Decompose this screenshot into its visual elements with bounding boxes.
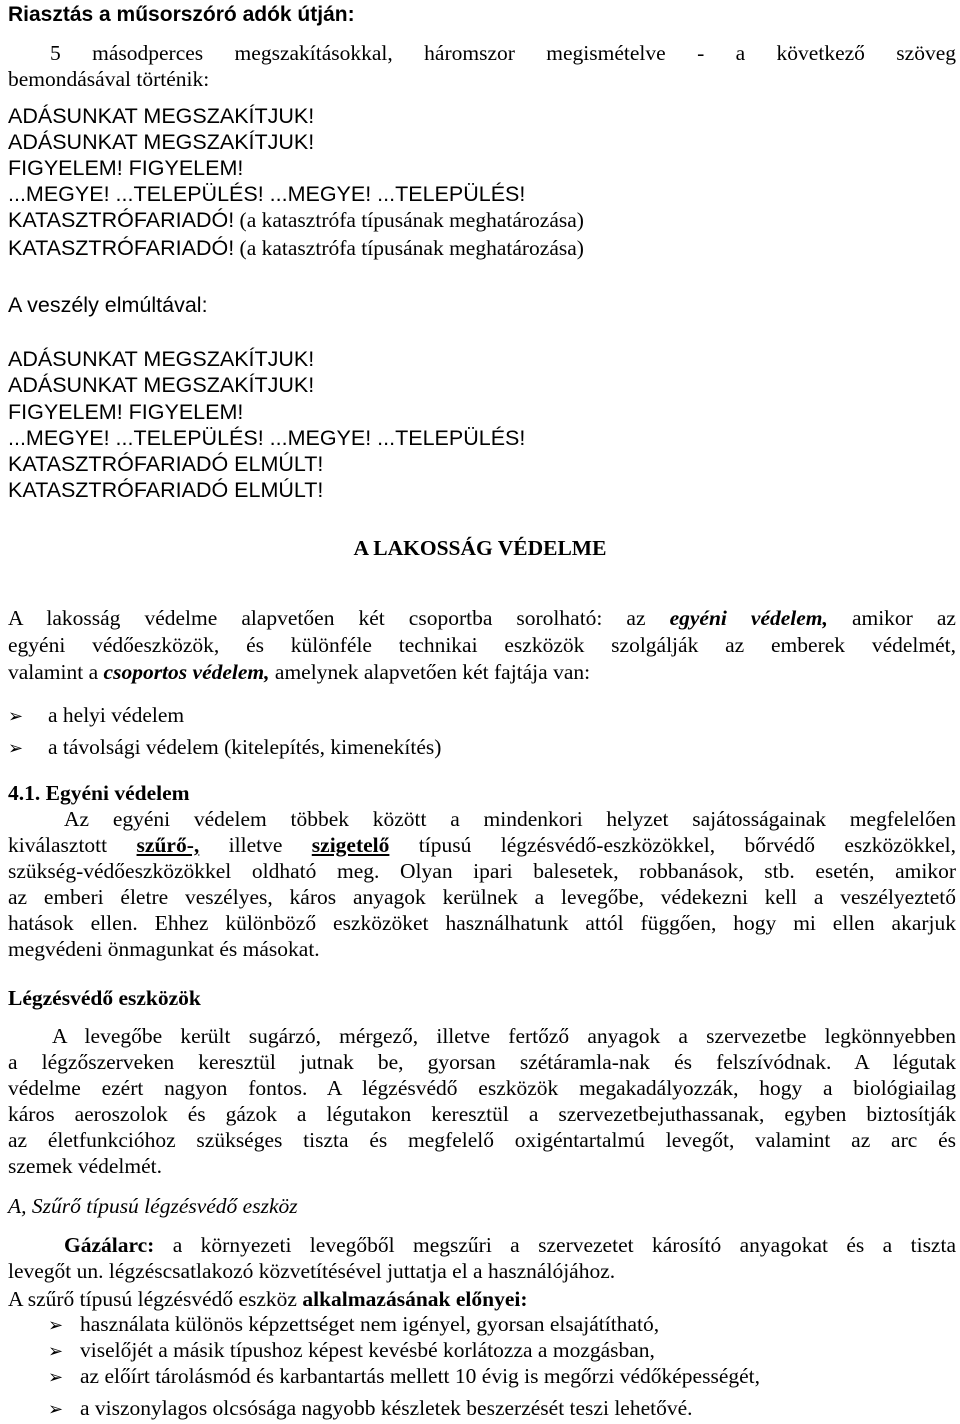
respiratory-line: káros aeroszolok és gázok a légutakon keresztül a szervezetbejuthassanak, egyben biztosítják <box>8 1102 956 1126</box>
arrow-bullet-icon: ➢ <box>8 738 24 759</box>
list-item: ➢ az előírt tárolásmód és karbantartás mellett 10 évig is megőrzi védőképességét, <box>48 1363 760 1391</box>
term-insulating: szigetelő <box>311 833 390 857</box>
after-line: KATASZTRÓFARIADÓ ELMÚLT! <box>8 452 324 476</box>
respiratory-line: védelme ezért nagyon fontos. A légzésvédő eszközök megakadályozzák, hogy a biológiailag <box>8 1076 956 1100</box>
s41-line: hatások ellen. Ehhez különböző eszközöket használhatunk attól függően, hogy mi ellen akarjuk <box>8 911 956 935</box>
advantages-heading: A szűrő típusú légzésvédő eszköz alkalmazásának előnyei: <box>8 1287 528 1311</box>
alarm-intro-line-1: 5 másodperces megszakításokkal, háromszor megismételve - a következő szöveg <box>50 41 956 65</box>
alarm-line-katasztrofa <box>8 235 956 261</box>
gas-mask-line-1: Gázálarc: a környezeti levegőből megszűri a szervezetet károsító anyagokat és a tiszta <box>64 1233 956 1257</box>
after-line: FIGYELEM! FIGYELEM! <box>8 400 244 424</box>
list-item: ➢ használata különös képzettséget nem igényel, gyorsan elsajátítható, <box>48 1311 659 1339</box>
alarm-line: FIGYELEM! FIGYELEM! <box>8 156 244 180</box>
emphasis-group-protection: csoportos védelem, <box>103 660 270 684</box>
respiratory-line: a légzőszerveken keresztül jutnak be, gyorsan szétáramla-nak és felszívódnak. A légutak <box>8 1050 956 1074</box>
list-item: ➢ a viszonylagos olcsósága nagyobb készletek beszerzését teszi lehetővé. <box>48 1395 693 1423</box>
alarm-line: ...MEGYE! ...TELEPÜLÉS! ...MEGYE! ...TELEPÜLÉS! <box>8 182 526 206</box>
s41-line: megvédeni önmagunkat és másokat. <box>8 937 320 961</box>
list-item: ➢ viselőjét a másik típushoz képest kevésbé korlátozza a mozgásban, <box>48 1337 655 1365</box>
alarm-kat-note: (a katasztrófa típusának meghatározása) <box>234 236 584 260</box>
after-line: ADÁSUNKAT MEGSZAKÍTJUK! <box>8 373 315 397</box>
section-heading-respiratory: Légzésvédő eszközök <box>8 986 201 1010</box>
alarm-kat-word: KATASZTRÓFARIADÓ! <box>8 208 235 232</box>
s41-line: szükség-védőeszközökkel oldható meg. Olyan ipari balesetek, robbanások, stb. esetén, amikor <box>8 859 956 883</box>
respiratory-line: A levegőbe került sugárzó, mérgező, illetve fertőző anyagok a szervezetbe legkönnyebben <box>52 1024 956 1048</box>
after-line: KATASZTRÓFARIADÓ ELMÚLT! <box>8 478 324 502</box>
gas-mask-line-2: levegőt un. légzéscsatlakozó közvetítésével juttatja el a használójához. <box>8 1259 616 1283</box>
arrow-bullet-icon: ➢ <box>48 1399 64 1420</box>
protection-paragraph-line-1: A lakosság védelme alapvetően két csoportba sorolható: az egyéni védelem, amikor az <box>8 606 956 630</box>
s41-line: kiválasztott szűrő-, illetve szigetelő típusú légzésvédő-eszközökkel, bőrvédő eszközökkel, <box>8 833 956 857</box>
arrow-bullet-icon: ➢ <box>48 1341 64 1362</box>
alarm-line: ADÁSUNKAT MEGSZAKÍTJUK! <box>8 130 315 154</box>
protection-paragraph-line-3: valamint a csoportos védelem, amelynek alapvetően két fajtája van: <box>8 660 591 684</box>
alarm-kat-note: (a katasztrófa típusának meghatározása) <box>234 208 584 232</box>
alarm-intro-line-2: bemondásával történik: <box>8 67 210 91</box>
alarm-line-katasztrofa <box>8 207 956 233</box>
protection-paragraph-line-2: egyéni védőeszközök, és különféle technikai eszközök szolgálják az emberek védelmét, <box>8 633 956 657</box>
section-heading-4-1: 4.1. Egyéni védelem <box>8 781 190 805</box>
s41-line: Az egyéni védelem többek között a mindenkori helyzet sajátosságainak megfelelően <box>64 807 956 831</box>
term-gas-mask: Gázálarc: <box>64 1233 155 1257</box>
arrow-bullet-icon: ➢ <box>48 1367 64 1388</box>
alarm-kat-word: KATASZTRÓFARIADÓ! <box>8 236 235 260</box>
list-item: ➢ a helyi védelem <box>8 702 184 730</box>
s41-line: az emberi életre veszélyes, káros anyagok kerülnek a levegőbe, védekezni kell a veszélyeztető <box>8 885 956 909</box>
term-filter: szűrő-, <box>136 833 200 857</box>
section-title-protection: A LAKOSSÁG VÉDELME <box>353 536 607 560</box>
alarm-line: ADÁSUNKAT MEGSZAKÍTJUK! <box>8 104 315 128</box>
arrow-bullet-icon: ➢ <box>48 1315 64 1336</box>
emphasis-individual-protection: egyéni védelem, <box>669 606 828 630</box>
section-heading-alarm: Riasztás a műsorszóró adók útján: <box>8 3 355 26</box>
arrow-bullet-icon: ➢ <box>8 706 24 727</box>
after-line: ADÁSUNKAT MEGSZAKÍTJUK! <box>8 347 315 371</box>
after-line: ...MEGYE! ...TELEPÜLÉS! ...MEGYE! ...TELEPÜLÉS! <box>8 426 526 450</box>
after-danger-label: A veszély elmúltával: <box>8 293 208 317</box>
respiratory-line: szemek védelmét. <box>8 1154 163 1178</box>
respiratory-line: az életfunkcióhoz szükséges tiszta és megfelelő oxigéntartalmú levegőt, valamint az arc és <box>8 1128 956 1152</box>
subsection-heading-filter: A, Szűrő típusú légzésvédő eszköz <box>8 1194 298 1218</box>
list-item: ➢ a távolsági védelem (kitelepítés, kimenekítés) <box>8 734 441 762</box>
